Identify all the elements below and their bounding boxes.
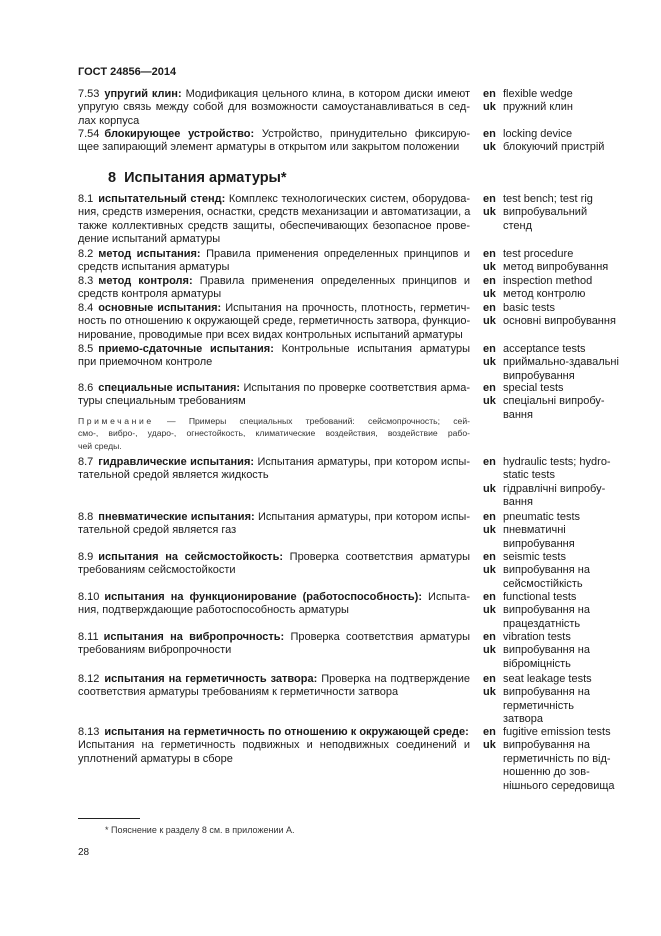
definition-line: тательной средой является жидкость (78, 469, 269, 482)
definition-line (78, 631, 470, 644)
translation-text: seismic tests (503, 551, 566, 563)
lang-code-en: en (483, 88, 496, 100)
definition-line: туры специальным требованиям (78, 395, 246, 408)
term-name: блокирующее устройство: (104, 128, 255, 140)
definition-line: ния, подтверждающие работоспособность арматуры (78, 604, 349, 617)
term-name: испытания на функционирование (работоспособность): (104, 591, 422, 603)
translation-en (483, 302, 653, 315)
definition-line: средств контроля арматуры (78, 288, 222, 301)
lang-code-en: en (483, 511, 496, 523)
lang-code-en: en (483, 673, 496, 685)
translation-text: герметичність по від- (503, 752, 611, 765)
term-definition (78, 382, 470, 409)
definition-line: упругую связь между собой для возможности самоустанавливаться в сед- (78, 101, 470, 114)
definition-line: ния, средств измерения, оснастки, средств механизации и автоматизации, а (78, 206, 471, 219)
term-number: 8.3 (78, 275, 94, 287)
definition-text: Контрольные испытания арматуры (281, 343, 470, 355)
translations (483, 726, 653, 793)
definition-line (78, 275, 470, 288)
definition-text: Проверка соответствия арматуры (289, 551, 470, 563)
term-definition (78, 673, 470, 700)
translation-uk (483, 564, 653, 577)
term-definition (78, 591, 470, 618)
translation-text: метод випробування (503, 261, 609, 274)
term-name: метод контроля: (98, 275, 193, 287)
term-definition (78, 551, 470, 578)
translation-uk (483, 395, 653, 408)
definition-line (78, 456, 470, 469)
definition-text: Испытания арматуры, при котором испы- (257, 511, 470, 523)
translation-text: fugitive emission tests (503, 726, 611, 738)
translation-text: acceptance tests (503, 343, 586, 355)
term-definition (78, 456, 470, 483)
term-name: испытания на сейсмостойкость: (98, 551, 283, 563)
lang-code-en: en (483, 456, 496, 468)
note (78, 415, 470, 452)
term-number: 8.1 (78, 193, 94, 205)
lang-code-uk: uk (483, 261, 496, 274)
section-heading (108, 170, 287, 186)
lang-code-uk: uk (483, 644, 496, 657)
translations (483, 591, 653, 631)
translation-text: випробування на (503, 686, 590, 699)
translation-text: seat leakage tests (503, 673, 592, 685)
translation-text: inspection method (503, 275, 593, 287)
definition-line (78, 343, 470, 356)
definition-line (78, 726, 470, 739)
footnote-divider (78, 818, 140, 819)
translation-text: сейсмостійкість (503, 577, 583, 590)
term-number: 8.6 (78, 382, 94, 394)
translation-text: приймально-здавальні (503, 356, 619, 369)
lang-code-en: en (483, 726, 496, 738)
translation-text: віброміцність (503, 657, 571, 670)
term-name: упругий клин: (104, 88, 182, 100)
term-name: испытательный стенд: (98, 193, 226, 205)
translation-text: випробування (503, 537, 575, 550)
definition-line (78, 88, 470, 101)
definition-text: Проверка на подтверждение (321, 673, 471, 685)
translation-text: блокуючий пристрій (503, 141, 605, 154)
term-name: основные испытания: (98, 302, 222, 314)
translation-uk (483, 101, 653, 114)
translation-text: static tests (503, 469, 555, 482)
term-name: приемо-сдаточные испытания: (98, 343, 274, 355)
term-number: 7.54 (78, 128, 100, 140)
definition-text: Проверка соответствия арматуры (290, 631, 470, 643)
definition-line: нирование, проводимые при всех видах контрольных испытаний арматуры (78, 328, 463, 341)
translations (483, 248, 653, 275)
translation-uk (483, 206, 653, 219)
translation-en (483, 591, 653, 604)
translation-en (483, 673, 653, 686)
translations (483, 193, 653, 233)
lang-code-en: en (483, 302, 496, 314)
translation-text: test bench; test rig (503, 193, 593, 205)
translation-text: basic tests (503, 302, 555, 314)
translation-text: пневматичні (503, 524, 566, 537)
translations (483, 382, 653, 422)
translation-en (483, 88, 653, 101)
document-header: ГОСТ 24856—2014 (78, 66, 177, 78)
translation-en (483, 275, 653, 288)
translation-en (483, 343, 653, 356)
term-name: испытания на герметичность по отношению к окружающей среде: (104, 726, 469, 738)
definition-line (78, 591, 470, 604)
translation-en (483, 248, 653, 261)
term-number: 8.12 (78, 673, 100, 685)
definition-line: требованиям вибропрочности (78, 644, 232, 657)
translation-text: метод контролю (503, 288, 586, 301)
definition-text: Испытания арматуры, при котором испы- (257, 456, 470, 468)
definition-text: Комплекс технологических систем, оборудова- (228, 193, 471, 205)
definition-line: средств испытания арматуры (78, 261, 230, 274)
lang-code-uk: uk (483, 288, 496, 301)
lang-code-en: en (483, 275, 496, 287)
term-name: метод испытания: (98, 248, 201, 260)
translation-text: flexible wedge (503, 88, 573, 100)
lang-code-uk: uk (483, 686, 496, 699)
translation-text: випробування (503, 369, 575, 382)
term-definition (78, 302, 470, 342)
definition-line (78, 382, 470, 395)
translation-text: special tests (503, 382, 564, 394)
lang-code-uk: uk (483, 395, 496, 408)
translation-text: пружний клин (503, 101, 573, 114)
translation-text: випробування на (503, 739, 590, 752)
term-number: 8.13 (78, 726, 100, 738)
term-number: 8.7 (78, 456, 94, 468)
translation-text: випробування на (503, 564, 590, 577)
term-name: испытания на герметичность затвора: (104, 673, 318, 685)
lang-code-uk: uk (483, 564, 496, 577)
term-number: 8.10 (78, 591, 100, 603)
translation-uk (483, 261, 653, 274)
definition-line (78, 673, 470, 686)
translation-uk (483, 739, 653, 752)
note-line: Примеры специальных требований: сейсмопрочность; сей- (188, 416, 470, 426)
term-definition (78, 631, 470, 658)
section-title: Испытания арматуры* (124, 170, 287, 186)
lang-code-uk: uk (483, 482, 496, 495)
lang-code-uk: uk (483, 604, 496, 617)
translation-text: випробування на (503, 644, 590, 657)
term-name: испытания на вибропрочность: (103, 631, 285, 643)
term-number: 8.9 (78, 551, 94, 563)
translation-text: вання (503, 408, 533, 421)
note-line: чей среды. (78, 440, 122, 451)
translations (483, 456, 653, 510)
translations (483, 302, 653, 329)
term-definition (78, 726, 470, 766)
definition-line: дение испытаний арматуры (78, 233, 221, 246)
translation-text: працездатність (503, 617, 581, 630)
definition-line: требованиям сейсмостойкости (78, 564, 236, 577)
translation-uk (483, 604, 653, 617)
translation-text: затвора (503, 713, 544, 726)
definition-line: также коллективных средств защиты, обеспечивающих безопасное прове- (78, 219, 470, 232)
lang-code-uk: uk (483, 356, 496, 369)
translation-en (483, 128, 653, 141)
translations (483, 551, 653, 591)
lang-code-uk: uk (483, 739, 496, 752)
definition-text: Испытания на прочность, плотность, герметич- (225, 302, 470, 314)
definition-line (78, 511, 470, 524)
lang-code-uk: uk (483, 141, 496, 154)
translation-en (483, 511, 653, 524)
translation-text: vibration tests (503, 631, 571, 643)
footnote: * Пояснение к разделу 8 см. в приложении А. (105, 825, 295, 835)
translation-text: гідравлічні випробу- (503, 482, 606, 495)
translation-uk (483, 356, 653, 369)
translation-text: герметичність (503, 699, 575, 712)
translation-en (483, 631, 653, 644)
translation-en (483, 193, 653, 206)
definition-text: Правила применения определенных принципов и (206, 248, 470, 260)
translations (483, 343, 653, 383)
definition-text: Испыта- (428, 591, 470, 603)
translation-en (483, 551, 653, 564)
translation-uk (483, 483, 653, 496)
definition-line: лах корпуса (78, 114, 140, 127)
term-name: гидравлические испытания: (98, 456, 255, 468)
definition-line: Испытания на герметичность подвижных и неподвижных соединений и (78, 739, 470, 752)
translation-text: стенд (503, 219, 533, 232)
lang-code-en: en (483, 248, 496, 260)
section-number: 8 (108, 170, 117, 186)
translation-text: functional tests (503, 591, 577, 603)
lang-code-en: en (483, 591, 496, 603)
definition-line: ность по отношению к окружающей среде, герметичность затвора, функцио- (78, 315, 471, 328)
translation-uk (483, 141, 653, 154)
definition-text: Устройство, принудительно фиксирую- (261, 128, 470, 140)
lang-code-uk: uk (483, 206, 496, 219)
term-definition (78, 88, 470, 128)
definition-line (78, 248, 470, 261)
term-definition (78, 128, 470, 155)
translation-text: ношенню до зов- (503, 766, 590, 779)
translation-text: locking device (503, 128, 573, 140)
translation-text: pneumatic tests (503, 511, 581, 523)
lang-code-en: en (483, 631, 496, 643)
lang-code-en: en (483, 128, 496, 140)
term-number: 8.11 (78, 631, 99, 643)
translation-text: test procedure (503, 248, 574, 260)
term-definition (78, 248, 470, 275)
term-definition (78, 193, 470, 247)
translations (483, 511, 653, 551)
translation-uk (483, 288, 653, 301)
term-number: 8.4 (78, 302, 94, 314)
note-line: смо-, вибро-, ударо-, огнестойкость, климатические воздействия, воздействие рабо- (78, 428, 470, 439)
translation-text: спеціальні випробу- (503, 395, 605, 408)
translations (483, 631, 653, 671)
translation-uk (483, 524, 653, 537)
definition-text: Правила применения определенных принципов и (199, 275, 470, 287)
translation-text: випробувальний (503, 206, 588, 219)
definition-line (78, 302, 470, 315)
definition-text: Испытания по проверке соответствия арма- (243, 382, 470, 394)
term-number: 8.5 (78, 343, 94, 355)
lang-code-en: en (483, 193, 496, 205)
translation-uk (483, 644, 653, 657)
translations (483, 88, 653, 115)
term-definition (78, 275, 470, 302)
translations (483, 673, 653, 727)
translation-en (483, 382, 653, 395)
term-number: 7.53 (78, 88, 100, 100)
translation-uk (483, 686, 653, 699)
lang-code-en: en (483, 551, 496, 563)
definition-line (78, 128, 470, 141)
definition-line: соответствия арматуры требованиям к герметичности затвора (78, 686, 399, 699)
page-number: 28 (78, 847, 90, 858)
definition-line: при приемочном контроле (78, 356, 213, 369)
lang-code-uk: uk (483, 524, 496, 537)
lang-code-uk: uk (483, 101, 496, 114)
note-label: Примечание (78, 416, 154, 426)
translation-text: нішнього середовища (503, 779, 615, 792)
term-number: 8.2 (78, 248, 94, 260)
term-number: 8.8 (78, 511, 94, 523)
translation-text: hydraulic tests; hydro- (503, 456, 611, 468)
lang-code-uk: uk (483, 315, 496, 328)
term-name: пневматические испытания: (98, 511, 255, 523)
translations (483, 128, 653, 155)
term-definition (78, 343, 470, 370)
translation-uk (483, 315, 653, 328)
definition-line: щее запирающий элемент арматуры в открытом или закрытом положении (78, 141, 460, 154)
definition-line (78, 551, 470, 564)
translation-text: основні випробування (503, 315, 616, 328)
note-dash: — (153, 416, 189, 426)
definition-line: тательной средой является газ (78, 524, 237, 537)
translation-text: вання (503, 496, 533, 509)
lang-code-en: en (483, 382, 496, 394)
translation-en (483, 456, 653, 469)
term-definition (78, 511, 470, 538)
translations (483, 275, 653, 302)
definition-text: Модификация цельного клина, в котором диски имеют (185, 88, 471, 100)
term-name: специальные испытания: (98, 382, 241, 394)
lang-code-en: en (483, 343, 496, 355)
definition-line (78, 193, 470, 206)
translation-text: випробування на (503, 604, 590, 617)
definition-line: уплотнений арматуры в сборе (78, 752, 233, 765)
translation-en (483, 726, 653, 739)
